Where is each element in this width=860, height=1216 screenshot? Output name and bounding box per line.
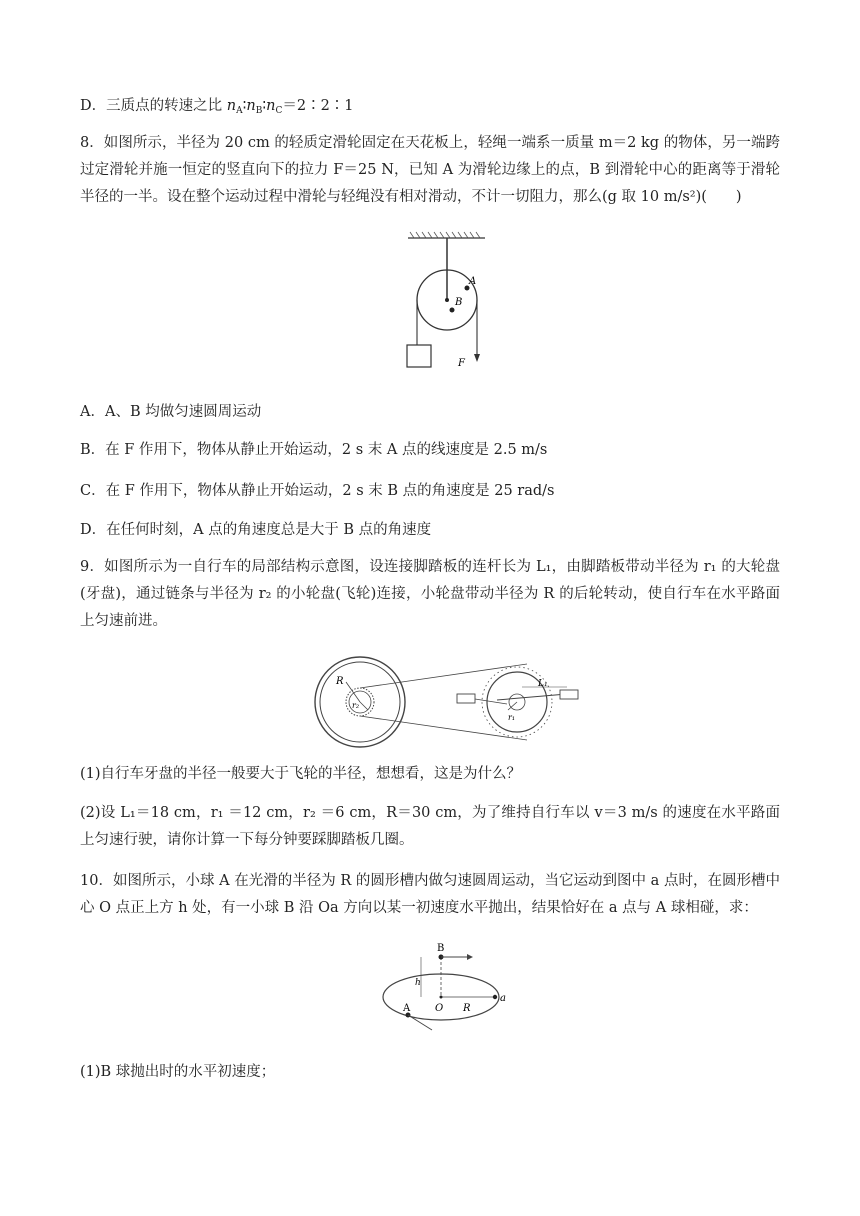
q8-option-b: B．在 F 作用下，物体从静止开始运动，2 s 末 A 点的线速度是 2.5 m/s (80, 442, 548, 458)
q7-option-d-label: D．三质点的转速之比 (80, 98, 227, 114)
q9-sub2: (2)设 L₁＝18 cm，r₁ ＝12 cm，r₂ ＝6 cm，R＝30 cm，为了维持自行车以 v＝3 m/s 的速度在水平路面上匀速行驶，请你计算一下每分钟要踩脚踏板几圈。 (80, 805, 780, 848)
ball-a-label: A (403, 1003, 411, 1014)
r2-label: r₂ (352, 701, 360, 710)
point-b-dot (450, 308, 455, 313)
q7-option-d: D．三质点的转速之比 $n_A∶n_B∶n_C=2∶2∶1$ (80, 98, 354, 116)
l1-label: L₁ (538, 679, 548, 689)
rear-wheel-r-label: R (336, 676, 344, 687)
q8-option-a: A．A、B 均做匀速圆周运动 (80, 404, 262, 420)
point-b-label: B (455, 297, 463, 308)
q10-stem: 10．如图所示，小球 A 在光滑的半径为 R 的圆形槽内做匀速圆周运动，当它运动到图中 a 点时，在圆形槽中心 O 点正上方 h 处，有一小球 B 沿 Oa 方向以某一初速度水平抛出，结果恰好在 a 点与 A 球相碰，求： (80, 873, 780, 916)
point-a-label: A (469, 276, 477, 287)
q8-option-d: D．在任何时刻，A 点的角速度总是大于 B 点的角速度 (80, 522, 432, 538)
pulley-figure (400, 230, 500, 375)
circular-groove-figure (375, 937, 515, 1047)
q8-stem: 8．如图所示，半径为 20 cm 的轻质定滑轮固定在天花板上，轻绳一端系一质量 m＝2 kg 的物体，另一端跨过定滑轮并施一恒定的竖直向下的拉力 F＝25 N，已知 A 为滑轮边缘上的点，B 到滑轮中心的距离等于滑轮半径的一半。设在整个运动过程中滑轮与轻绳没有相对滑动，不计一切阻力，那么(g 取 10 m/s²)( ) (80, 135, 780, 205)
height-h-label: h (415, 978, 421, 988)
force-f-label: F (458, 358, 465, 369)
q9-stem: 9．如图所示为一自行车的局部结构示意图，设连接脚踏板的连杆长为 L₁，由脚踏板带动半径为 r₁ 的大轮盘(牙盘)，通过链条与半径为 r₂ 的小轮盘(飞轮)连接，小轮盘带动半径为 R 的后轮转动，使自行车在水平路面上匀速前进。 (80, 559, 780, 629)
bicycle-figure (312, 652, 597, 752)
radius-r-label: R (463, 1003, 471, 1014)
q9-sub1: (1)自行车牙盘的半径一般要大于飞轮的半径，想想看，这是为什么？ (80, 766, 522, 782)
center-o-label: O (435, 1003, 444, 1014)
r1-label: r₁ (508, 713, 516, 722)
ball-b-label: B (437, 943, 445, 954)
q8-option-c: C．在 F 作用下，物体从静止开始运动，2 s 末 B 点的角速度是 25 rad/s (80, 483, 555, 499)
q10-sub1: (1)B 球抛出时的水平初速度； (80, 1064, 276, 1080)
q7-option-d-ratio: ＝2∶2∶1 (282, 98, 354, 114)
point-a-lower-label: a (500, 993, 506, 1004)
